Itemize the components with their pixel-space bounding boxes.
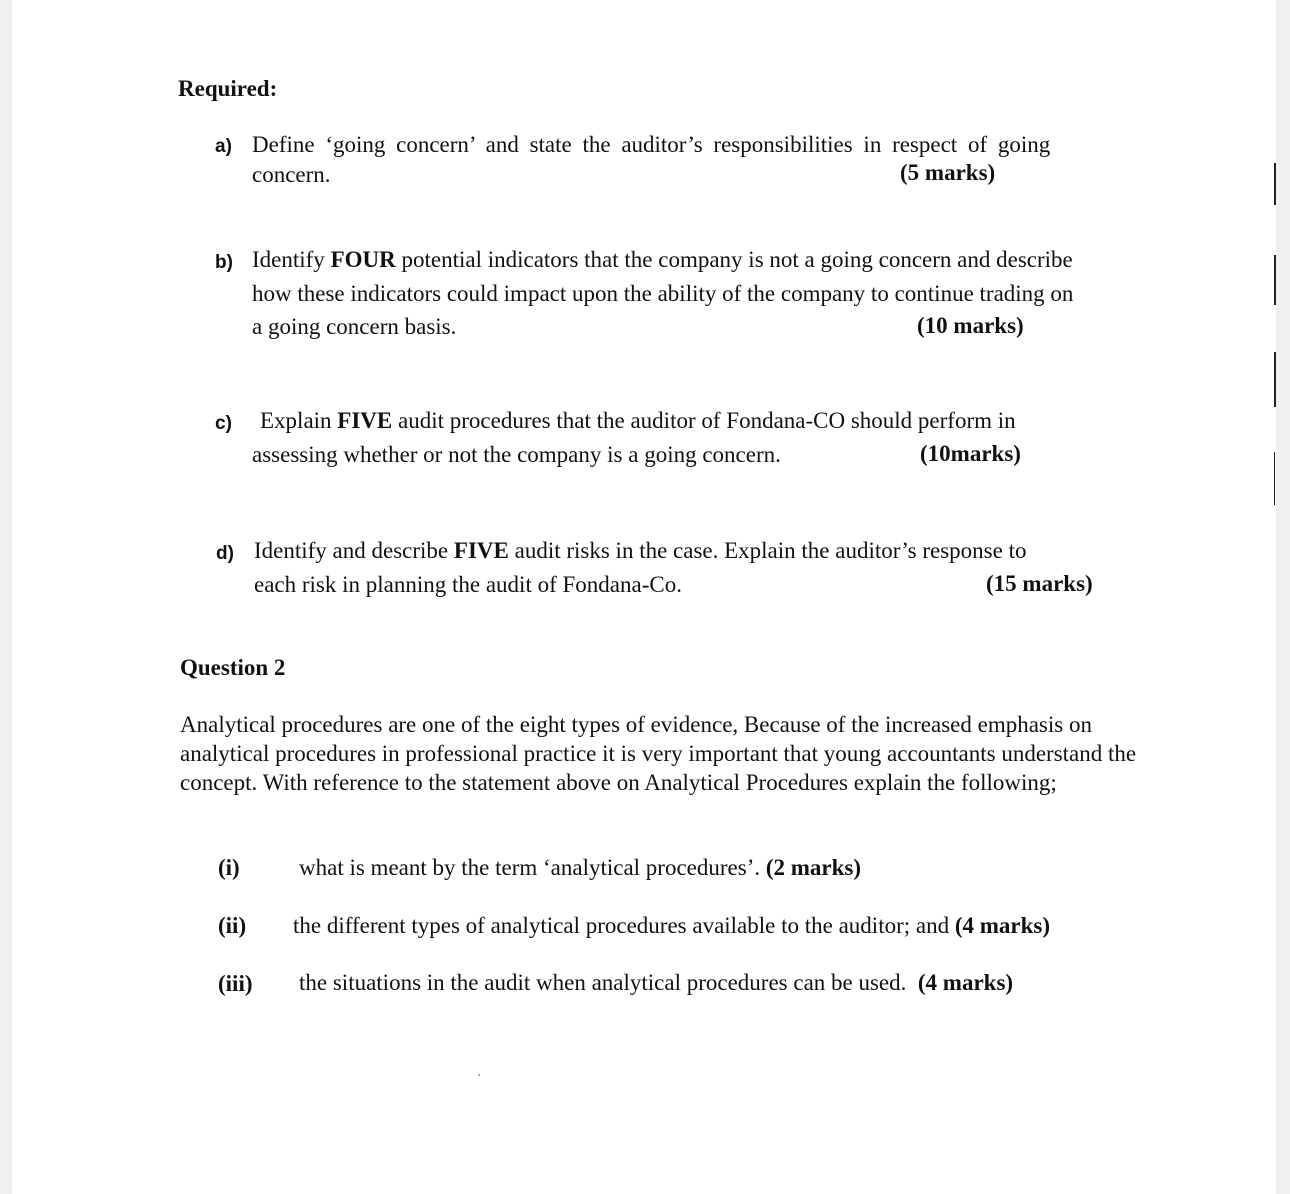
part-b-line-3: a going concern basis. bbox=[252, 314, 457, 339]
item-i-marks: (2 marks) bbox=[765, 855, 862, 880]
required-heading: Required: bbox=[178, 76, 278, 101]
part-d-line-1 bbox=[254, 538, 1026, 564]
part-d-marks: (15 marks) bbox=[986, 571, 1093, 596]
part-a-marks: (5 marks) bbox=[900, 160, 996, 185]
item-i-text bbox=[299, 855, 861, 881]
part-b-line-2: how these indicators could impact upon the ability of the company to continue trading on bbox=[252, 281, 1074, 306]
part-d-line-1-post: audit risks in the case. Explain the auditor’s response to bbox=[508, 538, 1027, 563]
part-d-line-1-pre: Identify and describe bbox=[254, 538, 454, 563]
part-b-line-1-pre: Identify bbox=[252, 247, 331, 272]
item-iii-numeral: (iii) bbox=[218, 971, 253, 996]
part-d-emphasis: FIVE bbox=[453, 538, 509, 563]
part-a-line-1: Define ‘going concern’ and state the auditor’s responsibilities in respect of going bbox=[252, 132, 1051, 157]
scanner-edge-mark-3 bbox=[1274, 352, 1276, 407]
item-ii-body: the different types of analytical procedures available to the auditor; and bbox=[293, 913, 955, 938]
part-d-line-2: each risk in planning the audit of Fondana-Co. bbox=[254, 572, 682, 597]
item-iii-text bbox=[299, 970, 1013, 996]
part-b-line-1-post: potential indicators that the company is not a going concern and describe bbox=[395, 247, 1073, 272]
part-d-label: d) bbox=[216, 543, 234, 564]
question-2-paragraph: Analytical procedures are one of the eight types of evidence, Because of the increased emphasis on analytical procedures in professional practice it is very important that young accountants understand the concept. With reference to the statement above on Analytical Procedures explain the following; bbox=[180, 712, 1137, 795]
part-c-emphasis: FIVE bbox=[337, 408, 393, 433]
part-c-marks: (10marks) bbox=[920, 441, 1021, 466]
item-ii-numeral: (ii) bbox=[218, 913, 247, 938]
part-c-line-2: assessing whether or not the company is a going concern. bbox=[252, 442, 781, 467]
item-i-numeral: (i) bbox=[218, 855, 240, 880]
item-iii-body: the situations in the audit when analytical procedures can be used. bbox=[299, 970, 918, 995]
item-ii-text bbox=[293, 913, 1050, 939]
part-c-line-1 bbox=[260, 408, 1016, 434]
item-ii-marks: (4 marks) bbox=[954, 913, 1051, 938]
question-2-heading: Question 2 bbox=[180, 655, 286, 680]
item-iii-marks: (4 marks) bbox=[917, 970, 1014, 995]
scanner-edge-mark-4 bbox=[1274, 452, 1275, 505]
scanner-edge-mark-1 bbox=[1274, 163, 1276, 205]
part-a-label: a) bbox=[215, 136, 232, 157]
part-b-marks: (10 marks) bbox=[917, 313, 1024, 338]
scanner-edge-mark-2 bbox=[1274, 255, 1276, 305]
part-b-emphasis: FOUR bbox=[330, 247, 396, 272]
part-b-label: b) bbox=[215, 252, 233, 273]
document-page bbox=[12, 0, 1276, 1194]
part-a-line-2: concern. bbox=[252, 162, 331, 187]
part-b-line-1 bbox=[252, 247, 1073, 273]
part-c-line-1-post: audit procedures that the auditor of Fondana-CO should perform in bbox=[392, 408, 1016, 433]
part-c-line-1-pre: Explain bbox=[260, 408, 338, 433]
item-i-body: what is meant by the term ‘analytical procedures’. bbox=[299, 855, 766, 880]
part-c-label: c) bbox=[215, 413, 232, 434]
stray-mark bbox=[478, 1074, 480, 1076]
